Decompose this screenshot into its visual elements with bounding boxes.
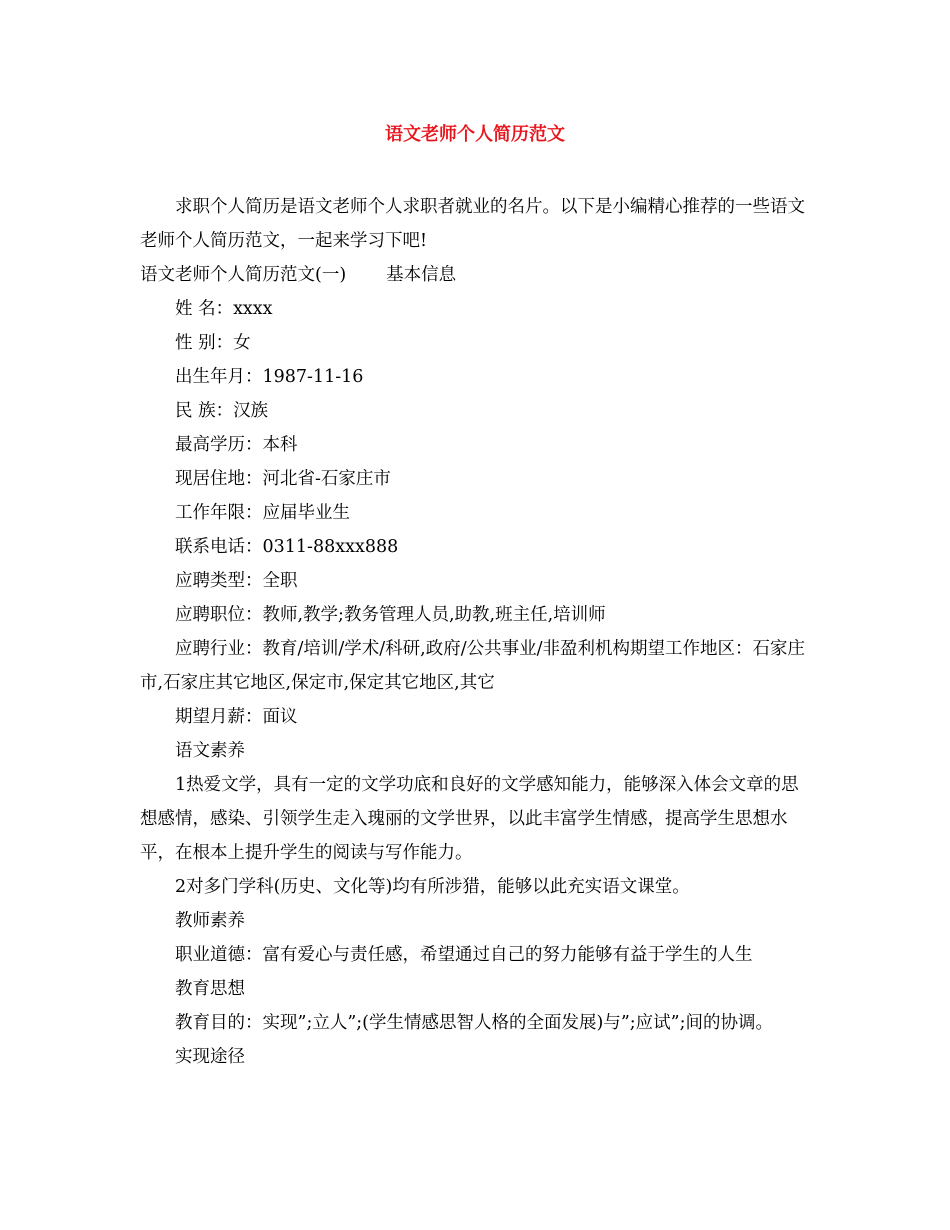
heading-education-philosophy: 教育思想 (175, 979, 245, 999)
info-salary: 期望月薪：面议 (175, 707, 298, 727)
professional-ethics: 职业道德：富有爱心与责任感，希望通过自己的努力能够有益于学生的人生 (175, 945, 753, 965)
info-work-years: 工作年限：应届毕业生 (175, 503, 350, 523)
literary-point-1: 1热爱文学，具有一定的文学功底和良好的文学感知能力，能够深入体会文章的思想感情，感染、引领学生走入瑰丽的文学世界，以此丰富学生情感，提高学生思想水平，在根本上提升学生的阅读与写作能力。 (140, 775, 799, 863)
heading-literary-quality: 语文素养 (175, 741, 245, 761)
document-body (140, 190, 816, 1074)
heading-implementation: 实现途径 (175, 1047, 245, 1067)
heading-teacher-quality: 教师素养 (175, 911, 245, 931)
info-name: 姓 名：xxxx (175, 299, 273, 319)
info-position: 应聘职位：教师,教学;教务管理人员,助教,班主任,培训师 (175, 605, 606, 625)
literary-point-2: 2对多门学科(历史、文化等)均有所涉猎，能够以此充实语文课堂。 (175, 877, 690, 897)
info-gender: 性 别：女 (175, 333, 251, 353)
info-ethnicity: 民 族：汉族 (175, 401, 269, 421)
intro-paragraph: 求职个人简历是语文老师个人求职者就业的名片。以下是小编精心推荐的一些语文老师个人简历范文，一起来学习下吧! (140, 197, 805, 251)
info-industry-location: 应聘行业：教育/培训/学术/科研,政府/公共事业/非盈利机构期望工作地区：石家庄市,石家庄其它地区,保定市,保定其它地区,其它 (140, 639, 806, 693)
section-heading-line (140, 258, 816, 292)
document-title: 语文老师个人简历范文 (385, 124, 565, 145)
info-residence: 现居住地：河北省-石家庄市 (175, 469, 391, 489)
section-heading: 语文老师个人简历范文(一) (140, 265, 347, 285)
education-goal: 教育目的：实现”;立人”;(学生情感思智人格的全面发展)与”;应试”;间的协调。 (175, 1013, 774, 1033)
section-subheading: 基本信息 (386, 265, 457, 285)
info-birthdate: 出生年月：1987-11-16 (175, 367, 364, 387)
info-education: 最高学历：本科 (175, 435, 298, 455)
info-job-type: 应聘类型：全职 (175, 571, 298, 591)
info-phone: 联系电话：0311-88xxx888 (175, 537, 399, 557)
